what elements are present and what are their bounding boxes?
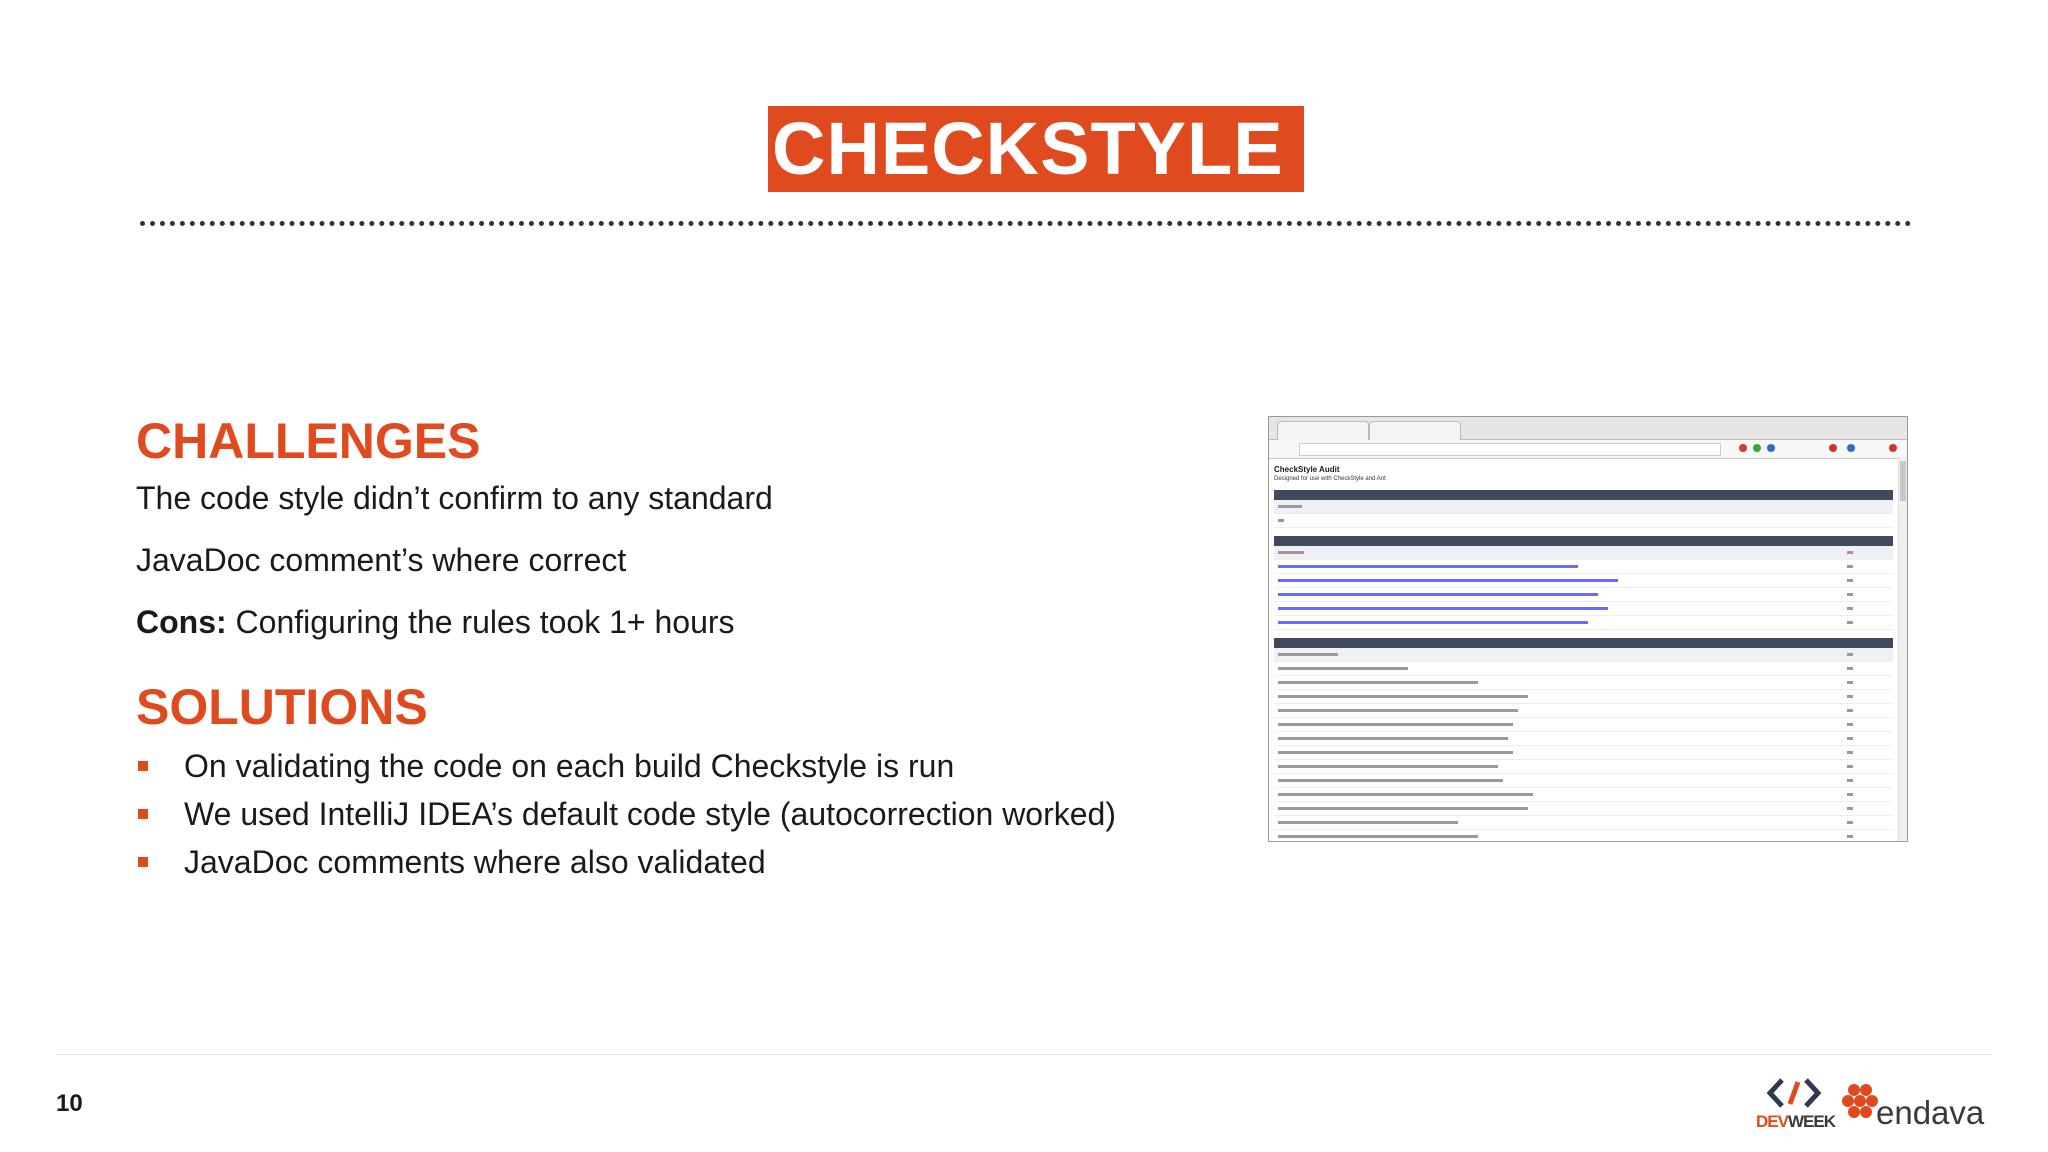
- table-row: [1274, 616, 1893, 630]
- browser-address-bar: [1269, 440, 1907, 459]
- table-row: [1274, 602, 1893, 616]
- table-row: [1274, 788, 1893, 802]
- challenge-line-1: The code style didn’t confirm to any standard: [136, 480, 773, 516]
- slide-title-box: [768, 106, 1304, 192]
- solution-item: On validating the code on each build Checkstyle is run: [136, 742, 1116, 790]
- table-row: [1274, 574, 1893, 588]
- challenges-heading: CHALLENGES: [136, 413, 481, 469]
- report-summary-section: [1274, 490, 1893, 528]
- table-row: [1274, 774, 1893, 788]
- section-header: [1274, 536, 1893, 546]
- extension-icon: [1739, 444, 1747, 452]
- table-row: [1274, 732, 1893, 746]
- table-row: [1274, 648, 1893, 662]
- extension-icon: [1889, 444, 1897, 452]
- bullet-square-icon: [138, 857, 148, 867]
- report-title: CheckStyle Audit: [1274, 465, 1340, 474]
- extension-icon: [1829, 444, 1837, 452]
- dotted-divider: [140, 221, 1912, 226]
- table-row: [1274, 802, 1893, 816]
- footer-rule: [56, 1054, 1992, 1055]
- report-errors-section: [1274, 638, 1893, 842]
- solutions-heading: SOLUTIONS: [136, 679, 428, 735]
- table-row: [1274, 718, 1893, 732]
- scrollbar: [1898, 457, 1907, 841]
- extension-icon: [1753, 444, 1761, 452]
- endava-wordmark: endava: [1876, 1094, 1985, 1131]
- table-row: [1274, 704, 1893, 718]
- slide-title: CHECKSTYLE: [772, 107, 1284, 190]
- browser-tab: [1277, 421, 1369, 440]
- section-header: [1274, 490, 1893, 500]
- devweek-logo: [1754, 1076, 1835, 1132]
- extension-icon: [1767, 444, 1775, 452]
- section-header: [1274, 638, 1893, 648]
- challenge-line-2: JavaDoc comment’s where correct: [136, 542, 627, 578]
- cons-label: Cons:: [136, 604, 227, 640]
- bullet-square-icon: [138, 761, 148, 771]
- solution-item: JavaDoc comments where also validated: [136, 838, 1116, 886]
- table-row: [1274, 588, 1893, 602]
- devweek-brackets-icon: [1764, 1076, 1824, 1110]
- devweek-wordmark: DEVWEEK: [1756, 1112, 1835, 1131]
- table-row: [1274, 560, 1893, 574]
- solution-item: We used IntelliJ IDEA’s default code style (autocorrection worked): [136, 790, 1116, 838]
- address-field: [1299, 443, 1721, 456]
- page-number: 10: [56, 1090, 83, 1117]
- bullet-square-icon: [138, 809, 148, 819]
- browser-tab-strip: [1269, 417, 1907, 440]
- table-row: [1274, 662, 1893, 676]
- report-subtitle: Designed for use with CheckStyle and Ant: [1274, 476, 1386, 482]
- table-row: [1274, 500, 1893, 514]
- table-row: [1274, 760, 1893, 774]
- table-row: [1274, 514, 1893, 528]
- table-row: [1274, 816, 1893, 830]
- table-row: [1274, 830, 1893, 842]
- extension-icon: [1847, 444, 1855, 452]
- cons-text: Configuring the rules took 1+ hours: [226, 604, 735, 640]
- checkstyle-report-screenshot: [1268, 416, 1908, 842]
- endava-logo: [1840, 1078, 1985, 1134]
- table-row: [1274, 546, 1893, 560]
- solutions-list: [136, 742, 1116, 886]
- report-files-section: [1274, 536, 1893, 630]
- browser-tab: [1369, 421, 1461, 440]
- table-row: [1274, 746, 1893, 760]
- table-row: [1274, 676, 1893, 690]
- challenge-cons-line: [136, 604, 735, 641]
- table-row: [1274, 690, 1893, 704]
